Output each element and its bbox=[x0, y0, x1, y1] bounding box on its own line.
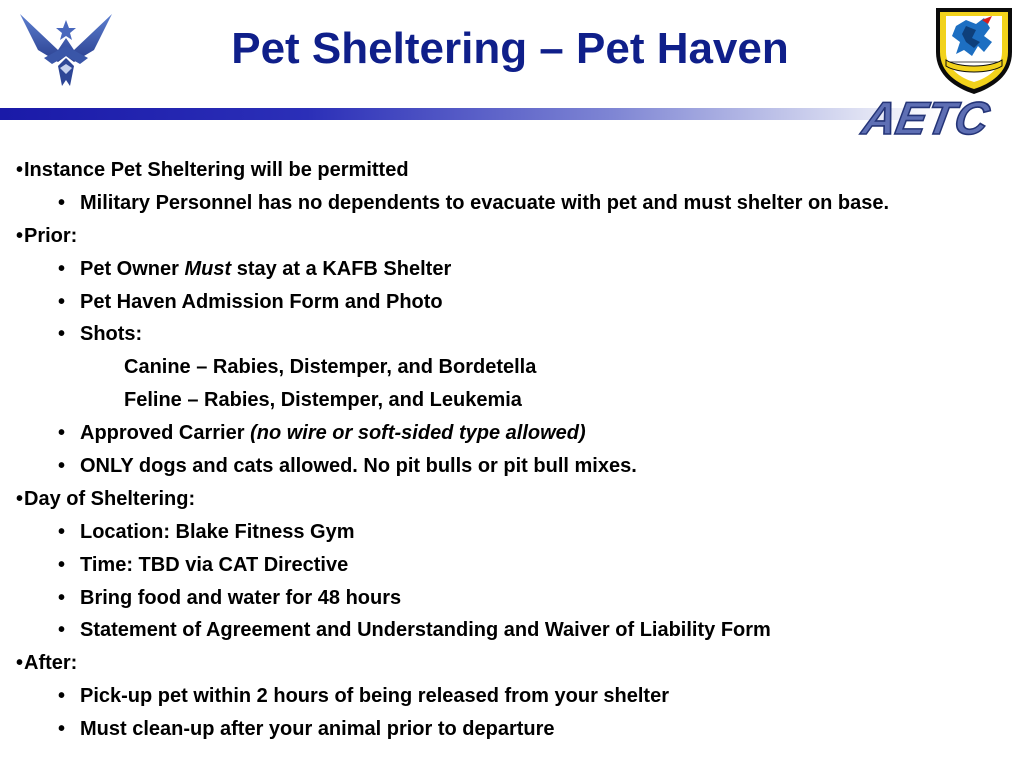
bullet-text: Instance Pet Sheltering will be permitted bbox=[24, 159, 409, 181]
list-item bbox=[16, 614, 1016, 647]
list-item bbox=[16, 450, 1016, 483]
bullet-text: Prior: bbox=[24, 224, 78, 247]
bullet-text-pre: Pet Owner bbox=[80, 257, 185, 280]
list-item bbox=[16, 318, 1016, 351]
bullet-text: Time: TBD via CAT Directive bbox=[80, 553, 349, 576]
aetc-wordmark-text: AETC bbox=[858, 92, 994, 142]
bullet: • bbox=[58, 520, 66, 543]
bullet: • bbox=[58, 553, 66, 576]
list-item bbox=[16, 483, 1016, 516]
bullet: • bbox=[16, 224, 24, 247]
bullet-text: Pick-up pet within 2 hours of being released from your shelter bbox=[80, 685, 669, 708]
bullet-text: Pet Haven Admission Form and Photo bbox=[80, 290, 443, 313]
list-item bbox=[16, 417, 1016, 450]
list-item bbox=[16, 582, 1016, 615]
bullet-text-post: stay at a KAFB Shelter bbox=[231, 257, 452, 280]
bullet: • bbox=[58, 422, 66, 445]
sub-text: Feline – Rabies, Distemper, and Leukemia bbox=[124, 389, 522, 412]
bullet: • bbox=[16, 487, 24, 510]
list-item bbox=[16, 647, 1016, 680]
bullet: • bbox=[16, 159, 24, 181]
sub-text: Canine – Rabies, Distemper, and Bordetella bbox=[124, 356, 537, 379]
bullet-text: ONLY dogs and cats allowed. No pit bulls or pit bull mixes. bbox=[80, 455, 637, 478]
bullet: • bbox=[58, 191, 66, 214]
list-item bbox=[16, 351, 1016, 384]
bullet-text: Bring food and water for 48 hours bbox=[80, 586, 402, 609]
bullet-text: Must clean-up after your animal prior to departure bbox=[80, 718, 555, 741]
list-item bbox=[16, 713, 1016, 746]
bullet-text: Shots: bbox=[80, 323, 143, 346]
bullet-text-emphasis: (no wire or soft-sided type allowed) bbox=[250, 422, 586, 445]
bullet-text: Location: Blake Fitness Gym bbox=[80, 520, 355, 543]
list-item bbox=[16, 286, 1016, 319]
bullet: • bbox=[58, 685, 66, 708]
bullet: • bbox=[58, 257, 66, 280]
bullet-text: After: bbox=[24, 652, 78, 675]
bullet: • bbox=[16, 652, 24, 675]
list-item bbox=[16, 549, 1016, 582]
bullet-text: Day of Sheltering: bbox=[24, 487, 196, 510]
list-item bbox=[16, 384, 1016, 417]
bullet: • bbox=[58, 718, 66, 741]
bullet-text-emphasis: Must bbox=[184, 257, 232, 280]
bullet: • bbox=[58, 455, 66, 478]
81st-training-group-shield-icon bbox=[926, 2, 1022, 98]
bullet: • bbox=[58, 323, 66, 346]
bullet-text: Statement of Agreement and Understanding and Waiver of Liability Form bbox=[80, 619, 771, 642]
bullet: • bbox=[58, 619, 66, 642]
bullet: • bbox=[58, 290, 66, 313]
bullet: • bbox=[58, 586, 66, 609]
list-item bbox=[16, 680, 1016, 713]
bullet-text-pre: Approved Carrier bbox=[80, 422, 251, 445]
list-item bbox=[16, 253, 1016, 286]
list-item bbox=[16, 187, 1016, 220]
bullet-text: Military Personnel has no dependents to evacuate with pet and must shelter on base. bbox=[80, 191, 890, 214]
aetc-wordmark-icon bbox=[858, 92, 1014, 142]
bullet-list bbox=[16, 154, 1016, 746]
list-item bbox=[16, 516, 1016, 549]
air-force-wings-icon bbox=[14, 10, 118, 90]
list-item bbox=[16, 154, 1016, 187]
list-item bbox=[16, 220, 1016, 253]
slide-title: Pet Sheltering – Pet Haven bbox=[231, 24, 789, 73]
